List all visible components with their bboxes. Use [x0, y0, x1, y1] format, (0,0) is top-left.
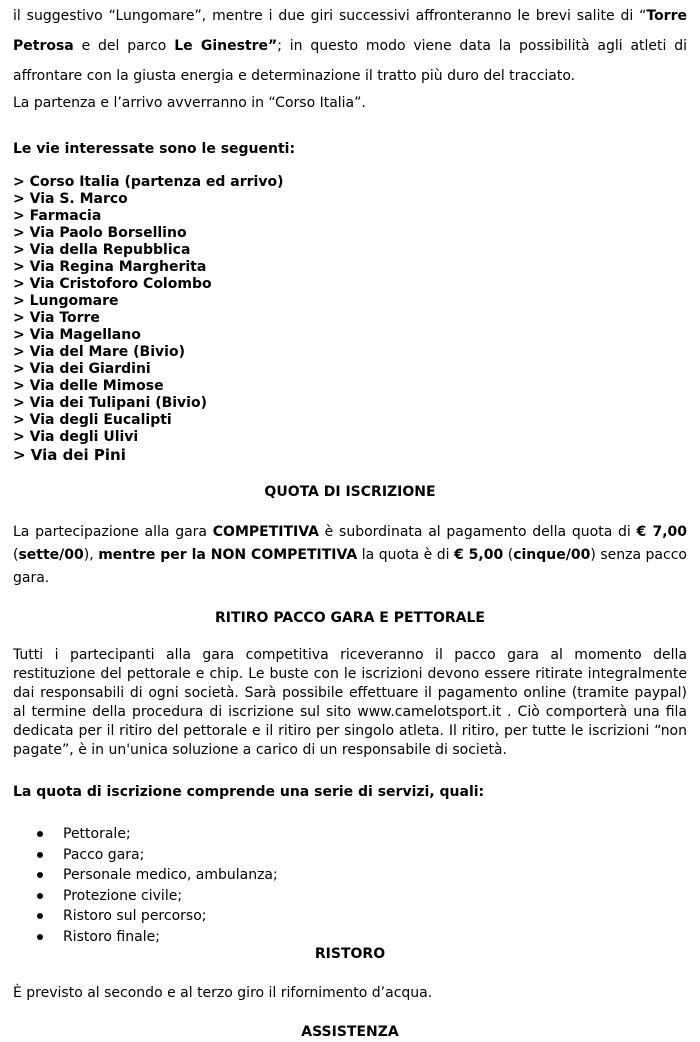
service-label: Pettorale; [63, 826, 131, 842]
street-item: > Via Torre [13, 310, 100, 326]
street-item: > Lungomare [13, 293, 119, 309]
streets-heading: Le vie interessate sono le seguenti: [13, 141, 296, 157]
quota-bold-competitiva: COMPETITIVA [212, 524, 319, 540]
intro-text: ; in questo modo viene data la possibilità agli atleti di affrontare con la giusta energia e determinazione il tratto più duro del tracciato. [13, 38, 687, 84]
quota-bold-sette: sette/00 [18, 547, 84, 563]
service-item [13, 886, 687, 907]
quota-heading: QUOTA DI ISCRIZIONE [264, 484, 436, 500]
service-item [13, 824, 687, 845]
street-item: > Via degli Eucalipti [13, 412, 172, 428]
quota-text: ), [83, 547, 99, 563]
bullet-icon [37, 831, 43, 837]
quota-bold-cinque: cinque/00 [513, 547, 591, 563]
start-finish-text: La partenza e l’arrivo avverranno in “Corso Italia”. [13, 95, 366, 111]
quota-paragraph [13, 521, 687, 590]
street-item: > Via Cristoforo Colombo [13, 276, 212, 292]
street-item: > Via dei Giardini [13, 361, 151, 377]
quota-text: la quota è di [357, 547, 455, 563]
ristoro-heading: RISTORO [314, 946, 386, 962]
bullet-icon [37, 852, 43, 858]
quota-text: ( [13, 547, 19, 563]
service-label: Ristoro sul percorso; [63, 908, 207, 924]
intro-paragraph [13, 1, 687, 91]
service-item [13, 906, 687, 927]
bullet-icon [37, 913, 43, 919]
streets-list [13, 174, 687, 465]
street-item: > Via S. Marco [13, 191, 128, 207]
street-item: > Via Magellano [13, 327, 141, 343]
servizi-heading: La quota di iscrizione comprende una serie di servizi, quali: [13, 784, 485, 800]
quota-text: ) senza pacco gara. [13, 547, 687, 586]
service-label: Pacco gara; [63, 846, 145, 863]
intro-bold-torre-petrosa: Torre Petrosa [13, 8, 687, 54]
street-item: > Via dei Pini [13, 446, 126, 464]
service-item [13, 865, 687, 886]
bullet-icon [37, 934, 43, 940]
service-item [13, 927, 687, 948]
street-item: > Via del Mare (Bivio) [13, 344, 185, 360]
street-item: > Via Paolo Borsellino [13, 225, 187, 241]
quota-bold-price-competitive: € 7,00 [636, 524, 687, 540]
ritiro-heading: RITIRO PACCO GARA E PETTORALE [215, 610, 485, 626]
document-page [13, 0, 687, 1042]
ristoro-text: È previsto al secondo e al terzo giro il rifornimento d’acqua. [13, 985, 433, 1001]
ritiro-paragraph: Tutti i partecipanti alla gara competitiva riceveranno il pacco gara al momento della restituzione del pettorale e chip. Le buste con le iscrizioni devono essere ritirate integralmente dai responsabili di ogni società. Sarà possibile effettuare il pagamento online (tramite paypal) al termine della procedura di iscrizione sul sito www.camelotsport.it . Ciò comporterà una fila dedicata per il ritiro del pettorale e il ritiro per singolo atleta. Il ritiro, per tutte le iscrizioni “non pagate”, è in un'unica soluzione a carico di un responsabile di società. [13, 647, 687, 758]
street-item: > Farmacia [13, 208, 102, 224]
intro-bold-le-ginestre: Le Ginestre” [174, 38, 278, 54]
bullet-icon [37, 893, 43, 899]
intro-text: il suggestivo “Lungomare”, mentre i due giri successivi affronteranno le brevi salite di “ [13, 8, 647, 24]
service-item [13, 845, 687, 866]
bullet-icon [37, 872, 43, 878]
street-item: > Via delle Mimose [13, 378, 164, 394]
quota-text: ( [503, 547, 514, 563]
street-item: > Via Regina Margherita [13, 259, 207, 275]
quota-text: La partecipazione alla gara [13, 524, 213, 540]
intro-text: e del parco [73, 38, 175, 54]
servizi-list [13, 824, 687, 947]
service-label: Personale medico, ambulanza; [63, 867, 278, 883]
quota-text: è subordinata al pagamento della quota di [318, 524, 637, 540]
service-label: Ristoro finale; [63, 928, 160, 945]
assistenza-heading: ASSISTENZA [301, 1024, 399, 1040]
quota-bold-price-non-competitive: € 5,00 [454, 547, 504, 563]
street-item: > Via della Repubblica [13, 242, 191, 258]
street-item: > Corso Italia (partenza ed arrivo) [13, 174, 284, 190]
street-item: > Via degli Ulivi [13, 429, 139, 445]
quota-bold-non-competitiva: mentre per la NON COMPETITIVA [98, 547, 358, 563]
service-label: Protezione civile; [63, 887, 183, 904]
street-item: > Via dei Tulipani (Bivio) [13, 395, 207, 411]
